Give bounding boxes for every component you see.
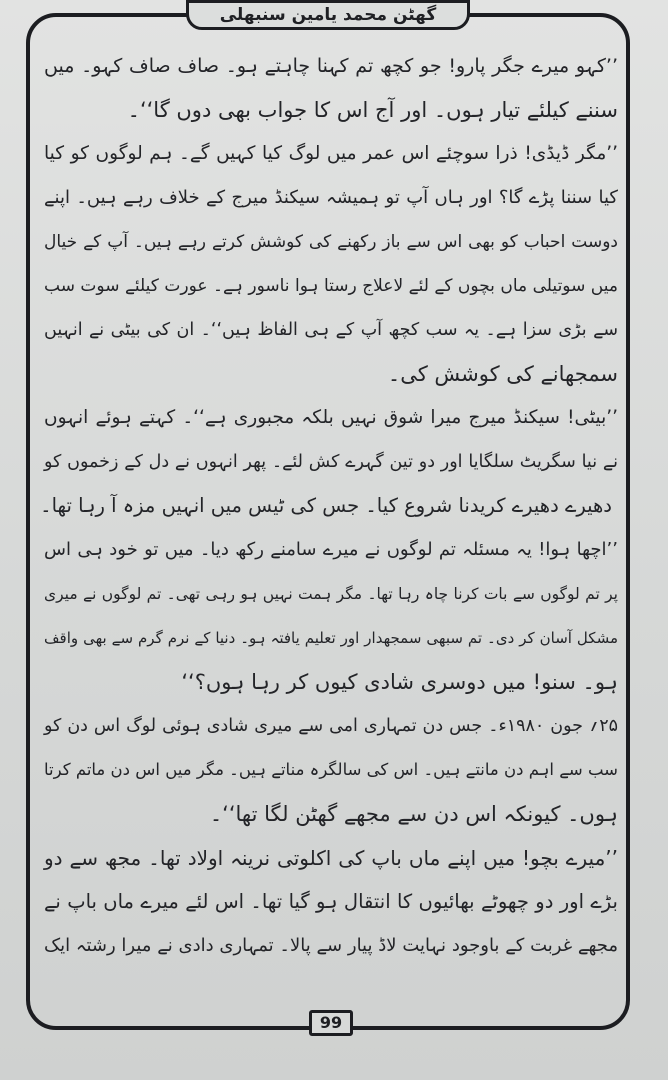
text-line: ہو۔ سنو! میں دوسری شادی کیوں کر رہا ہوں؟‘‘ [181,670,618,694]
text-line: ’’میرے بچو! میں اپنے ماں باپ کی اکلوتی نرینہ اولاد تھا۔ مجھ سے دو [44,846,618,870]
page-body [40,44,618,1022]
text-line: ہوں۔ کیونکہ اس دن سے مجھے گھٹن لگا تھا‘‘۔ [209,802,618,826]
page-number: 99 [319,1013,343,1032]
text-line: کیا سننا پڑے گا؟ اور ہاں آپ تو ہمیشہ سیکنڈ میرج کے خلاف رہے ہیں۔ اپنے [44,187,618,208]
text-line: نے نیا سگریٹ سلگایا اور دو تین گہرے کش لئے۔ پھر انہوں نے دل کے زخموں کو [44,452,618,472]
text-line: ’’اچھا ہوا! یہ مسئلہ تم لوگوں نے میرے سامنے رکھ دیا۔ میں تو خود ہی اس [44,539,618,560]
text-line: پر تم لوگوں سے بات کرنا چاہ رہا تھا۔ مگر ہمت نہیں ہو رہی تھی۔ تم لوگوں نے میری [44,585,618,603]
text-line: ۲۵؍ جون ۱۹۸۰ء۔ جس دن تمہاری امی سے میری شادی ہوئی لوگ اس دن کو [44,716,618,736]
text-line: مشکل آسان کر دی۔ تم سبھی سمجھدار اور تعلیم یافتہ ہو۔ دنیا کے نرم گرم سے بھی واقف [44,629,618,647]
text-line: سننے کیلئے تیار ہوں۔ اور آج اس کا جواب بھی دوں گا‘‘۔ [127,98,618,122]
page-number-box [309,1010,353,1036]
text-line: ’’کہو میرے جگر پارو! جو کچھ تم کہنا چاہتے ہو۔ صاف صاف کہو۔ میں [44,55,618,77]
header-banner [186,0,470,30]
text-line: ’’بیٹی! سیکنڈ میرج میرا شوق نہیں بلکہ مجبوری ہے‘‘۔ کہتے ہوئے انہوں [44,407,618,428]
text-line: دوست احباب کو بھی اس سے باز رکھنے کی کوشش کرتے رہے ہیں۔ آپ کے خیال [44,232,618,252]
text-line: سمجھانے کی کوشش کی۔ [387,362,618,386]
text-line: بڑے اور دو چھوٹے بھائیوں کا انتقال ہو گیا تھا۔ اس لئے میرے ماں باپ نے [44,890,618,913]
text-line: مجھے غربت کے باوجود نہایت لاڈ پیار سے پالا۔ تمہاری دادی نے میرا رشتہ ایک [44,935,618,956]
text-line: ’’مگر ڈیڈی! ذرا سوچئے اس عمر میں لوگ کیا کہیں گے۔ ہم لوگوں کو کیا [44,143,618,164]
running-header-title: گھٹن محمد یامین سنبھلی [219,4,437,25]
text-line: سب سے اہم دن مانتے ہیں۔ اس کی سالگرہ مناتے ہیں۔ مگر میں اس دن ماتم کرتا [44,760,618,779]
text-line: میں سوتیلی ماں بچوں کے لئے لاعلاج رستا ہوا ناسور ہے۔ عورت کیلئے سوت سب [44,276,618,296]
text-line: دھیرے دھیرے کریدنا شروع کیا۔ جس کی ٹیس میں انہیں مزہ آ رہا تھا۔ [40,494,612,517]
text-line: سے بڑی سزا ہے۔ یہ سب کچھ آپ کے ہی الفاظ ہیں‘‘۔ ان کی بیٹی نے انہیں [44,320,618,340]
